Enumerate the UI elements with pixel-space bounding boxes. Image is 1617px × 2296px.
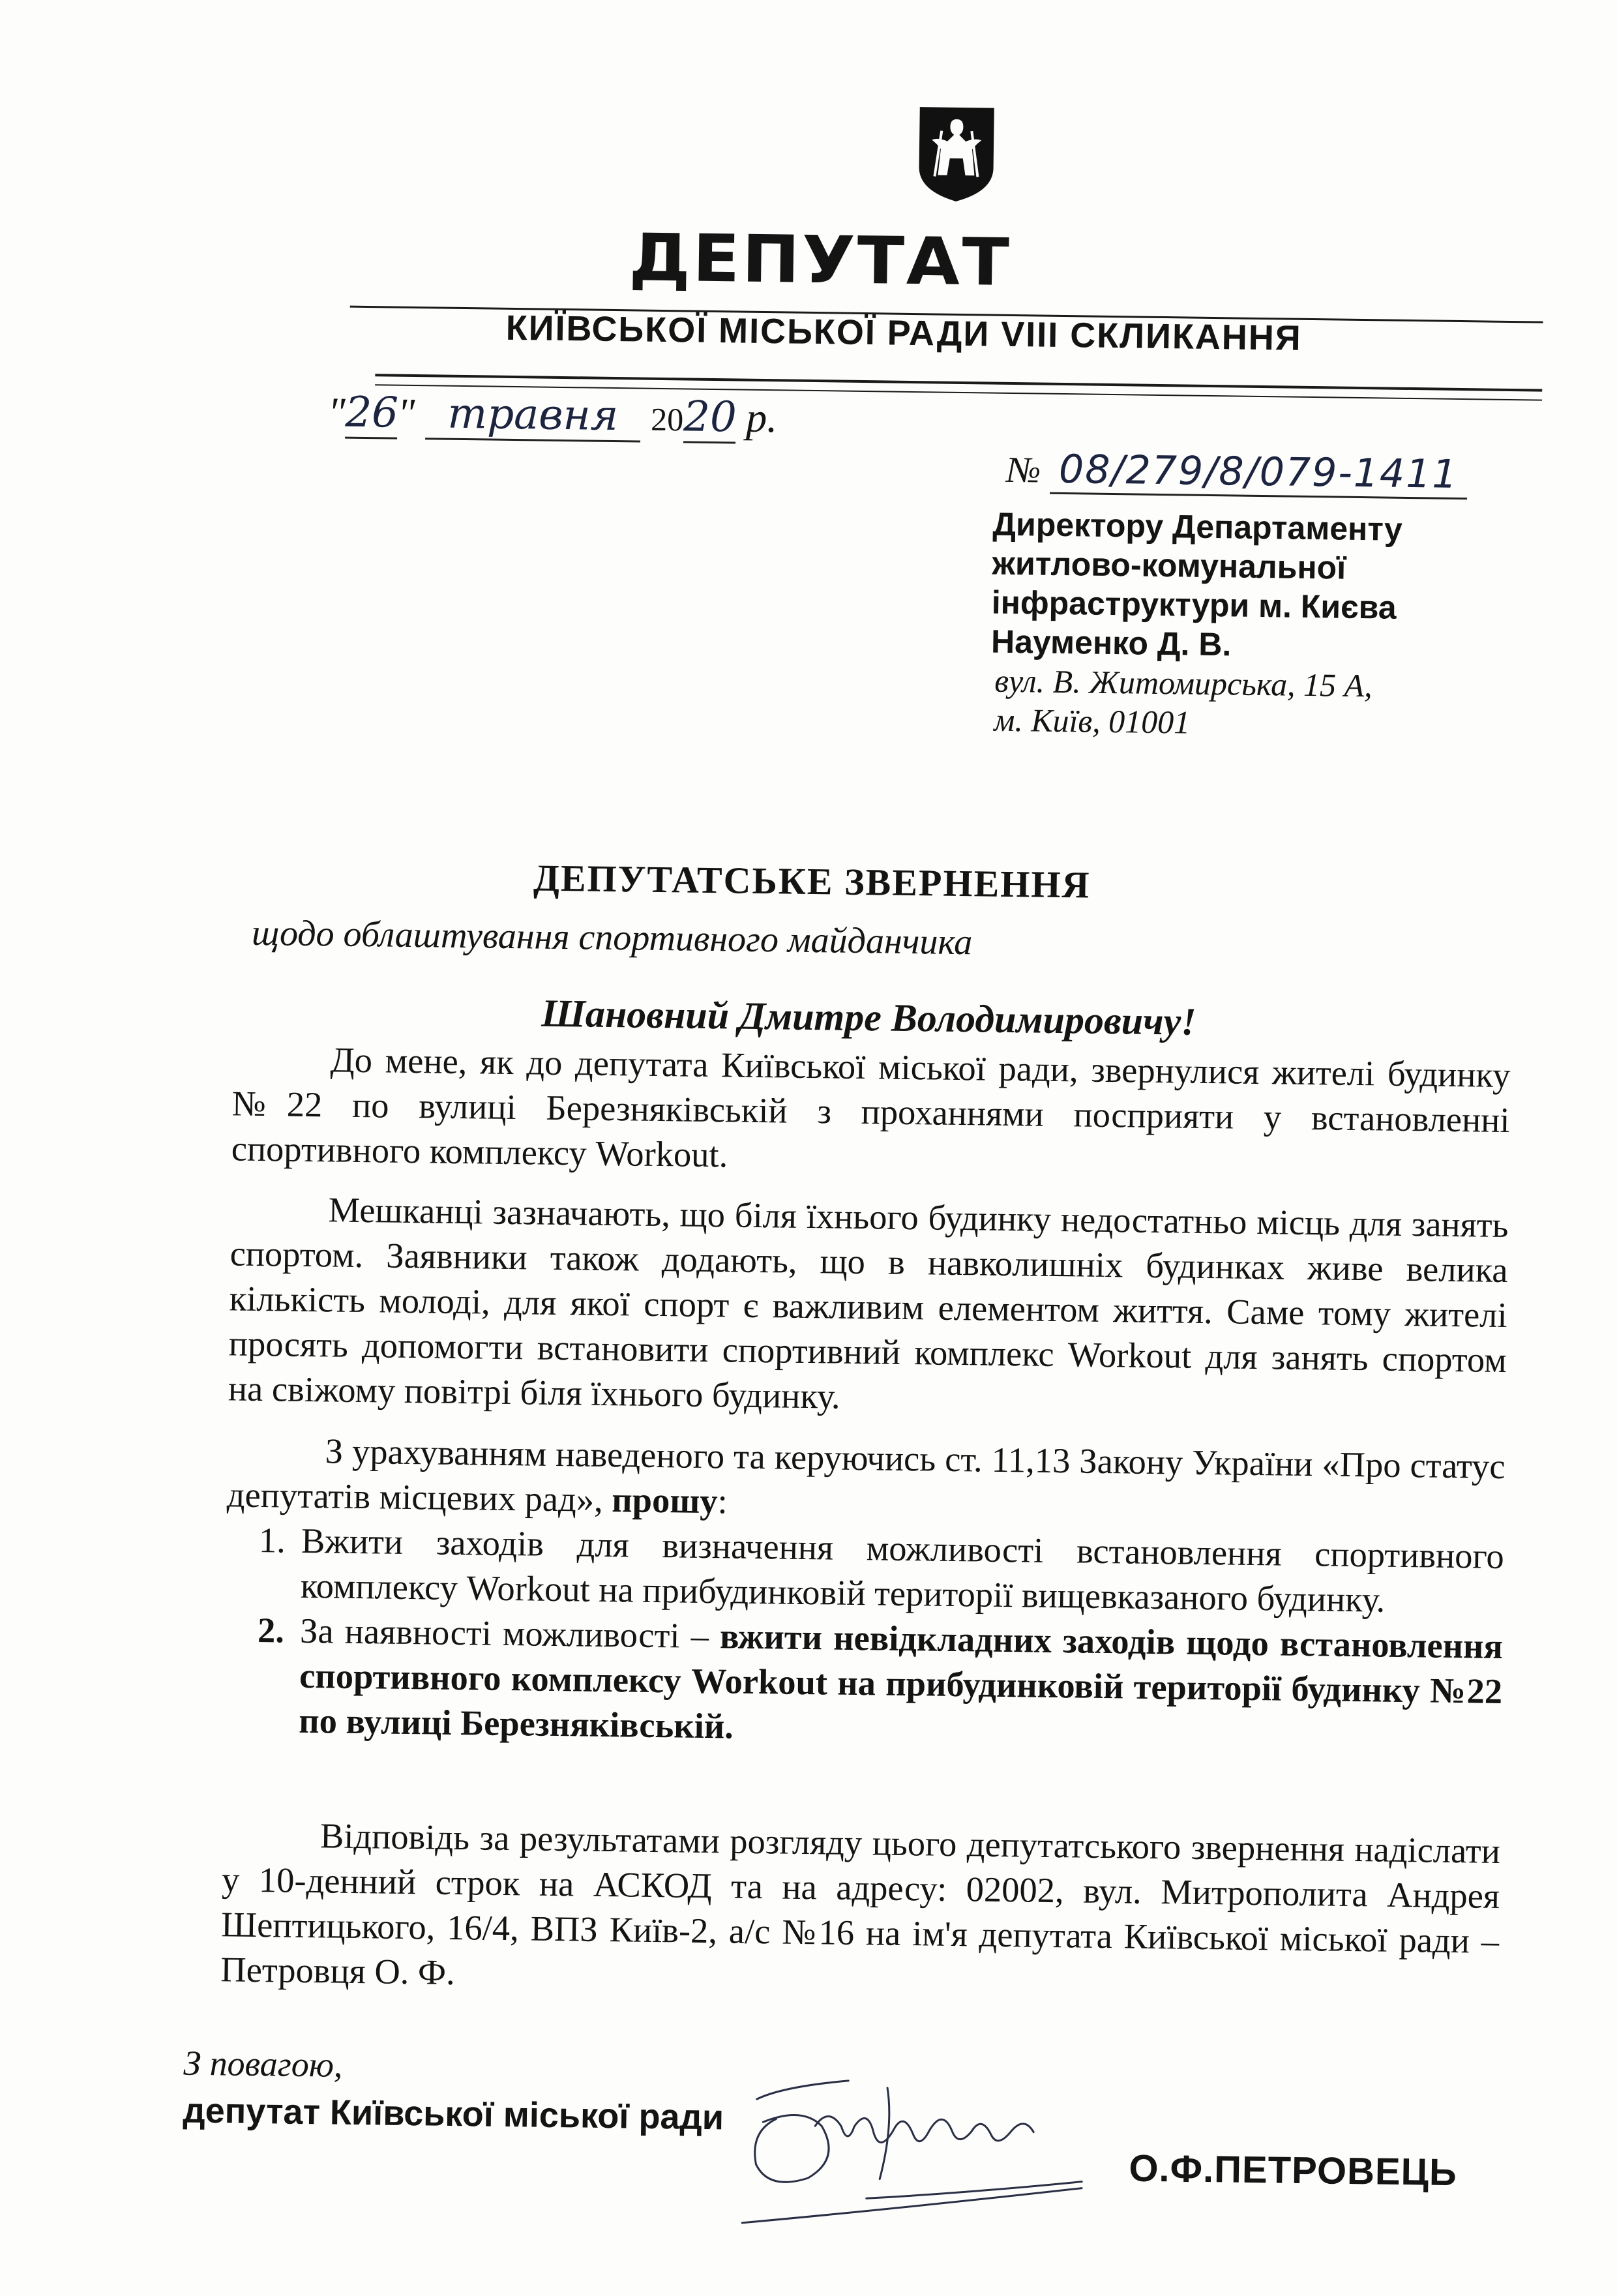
date-quote-open: " [327,389,346,436]
request-list [224,1517,1504,1759]
addressee-street: вул. В. Житомирська, 15 А, [994,662,1373,704]
letterhead-subtitle: КИЇВСЬКОЇ МІСЬКОЇ РАДИ VIII СКЛИКАННЯ [505,308,1303,358]
date-year-suffix: 20 [683,393,736,443]
paragraph-3-text [226,1427,1506,1534]
addressee-line-3: інфраструктури м. Києва [991,584,1397,626]
date-year-prefix: 20 [650,400,684,438]
list-item-number: 2. [257,1610,285,1650]
paragraph-3-request: прошу [611,1480,718,1521]
paragraph-4 [220,1811,1500,2008]
list-item-emphasis: вжити невідкладних заходів щодо встановлення спортивного комплексу Workout на прибудинковій території будинку №22 по вулиці Березняківській. [298,1616,1504,1746]
paragraph-2-text: Мешканці зазначають, що біля їхнього будинку недостатньо місць для занять спортом. Заявники також додають, що в навколишніх будинках живе велика кількість молоді, для якої спорт є важливим елементом життя. Саме тому жителі просять допомогти встановити спортивний комплекс Workout для занять спортом на свіжому повітрі біля їхнього будинку. [228,1189,1509,1416]
list-item-text: За наявності можливості – [299,1610,720,1656]
date-month: травня [425,389,641,442]
document-date [327,388,778,444]
closing-position: депутат Київської міської ради [183,2091,724,2138]
addressee-block [990,505,1489,746]
date-day: 26 [345,389,398,440]
document-number [1006,446,1468,499]
paragraph-3-end: : [717,1481,728,1521]
list-item [226,1517,1505,1624]
signatory-name: О.Ф.ПЕТРОВЕЦЬ [1129,2147,1458,2194]
letterhead-rule [375,374,1542,391]
paragraph-2 [228,1185,1509,1427]
number-value: 08/279/8/079-1411 [1050,447,1468,499]
salutation: Шановний Дмитре Володимировичу! [541,991,1197,1043]
list-item-number: 1. [258,1520,286,1560]
document-subject: щодо облаштування спортивного майданчика [251,912,973,963]
list-item-text: Вжити заходів для визначення можливості встановлення спортивного комплексу Workout на прибудинковій території вищевказаного будинку. [300,1520,1505,1620]
handwritten-signature [716,2059,1135,2234]
date-suffix: р. [745,394,778,441]
paragraph-3-main: З урахуванням наведеного та керуючись ст. 11,13 Закону України «Про статус депутатів місцевих рад», [226,1431,1506,1520]
addressee-line-1: Директору Департаменту [992,505,1403,548]
closing-regards: З повагою, [183,2043,343,2085]
document-title: ДЕПУТАТСЬКЕ ЗВЕРНЕННЯ [533,856,1091,906]
paragraph-4-text: Відповідь за результатами розгляду цього депутатського звернення надіслати у 10-денний строк на АСКОД та на адресу: 02002, вул. Митрополита Андрея Шептицького, 16/4, ВПЗ Київ-2, а/с №16 на ім'я депутата Київської міської ради – Петровця О. Ф. [220,1815,1501,1993]
number-label: № [1006,449,1041,491]
paragraph-1-text: До мене, як до депутата Київської міської ради, звернулися жителі будинку №22 по вулиці Березняківській з проханнями посприяти у встановленні спортивного комплексу Workout. [231,1039,1511,1175]
letterhead-title: ДЕПУТАТ [628,219,1012,301]
kyiv-coat-of-arms-icon [915,104,998,205]
date-quote-close: " [397,389,415,436]
paragraph-1 [231,1036,1511,1187]
addressee-city: м. Київ, 01001 [994,701,1191,741]
addressee-name: Науменко Д. В. [990,623,1232,663]
paragraph-3 [226,1427,1506,1534]
list-item [224,1607,1504,1759]
addressee-line-2: житлово-комунальної [992,544,1346,586]
